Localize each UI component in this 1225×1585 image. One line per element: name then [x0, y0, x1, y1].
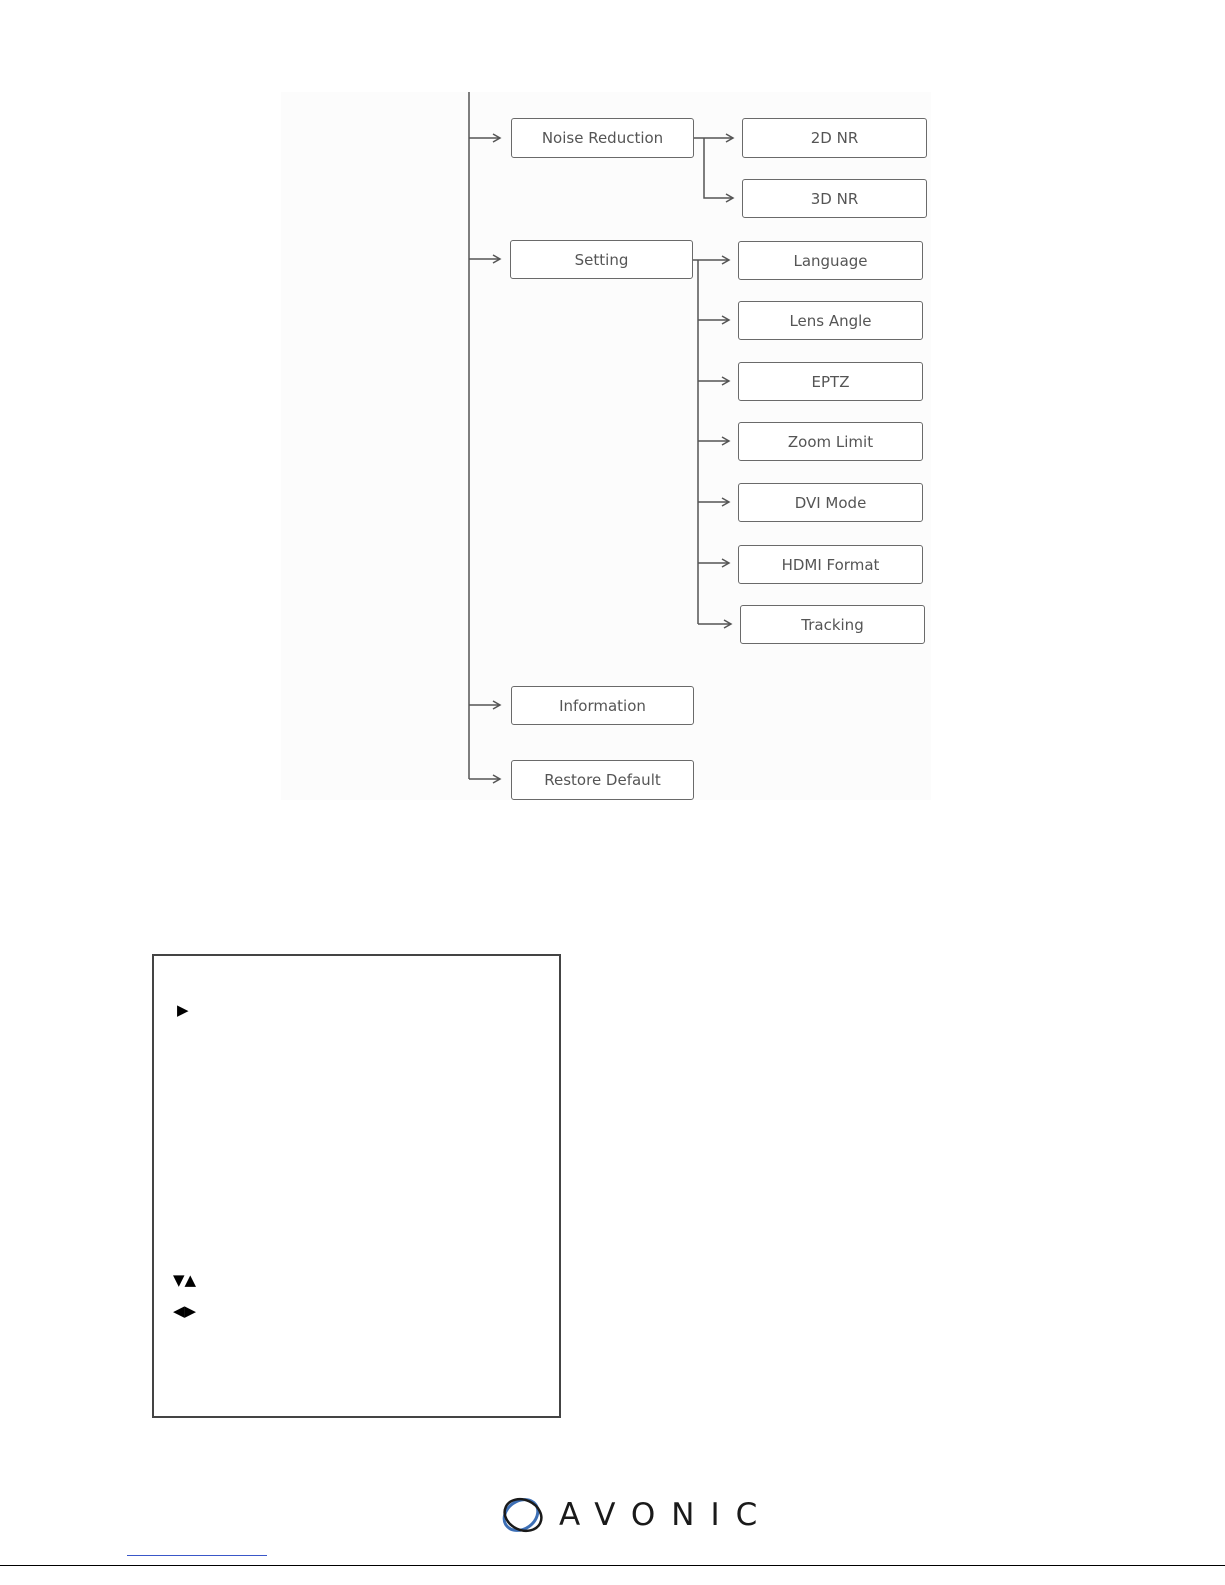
node-hdmi-format: HDMI Format: [738, 545, 923, 584]
footer-divider: [0, 1565, 1225, 1566]
avonic-logo: [497, 1494, 773, 1536]
node-zoom-limit: Zoom Limit: [738, 422, 923, 461]
node-3d-nr: 3D NR: [742, 179, 927, 218]
node-information: Information: [511, 686, 694, 725]
left-right-arrows-icon: ◀▶: [173, 1302, 197, 1320]
menu-cursor-icon: ▶: [177, 1001, 189, 1019]
node-setting: Setting: [510, 240, 693, 279]
node-noise-reduction: Noise Reduction: [511, 118, 694, 158]
footer-link-underline[interactable]: [127, 1555, 267, 1556]
up-down-arrows-icon: ▼▲: [173, 1271, 197, 1289]
osd-menu-panel: [152, 954, 561, 1418]
brand-name: AVONIC: [559, 1497, 774, 1533]
node-lens-angle: Lens Angle: [738, 301, 923, 340]
avonic-ring-logo-icon: [497, 1494, 547, 1536]
node-language: Language: [738, 241, 923, 280]
node-eptz: EPTZ: [738, 362, 923, 401]
node-2d-nr: 2D NR: [742, 118, 927, 158]
node-tracking: Tracking: [740, 605, 925, 644]
node-dvi-mode: DVI Mode: [738, 483, 923, 522]
node-restore-default: Restore Default: [511, 760, 694, 800]
arrow-3d-nr: [704, 138, 733, 198]
